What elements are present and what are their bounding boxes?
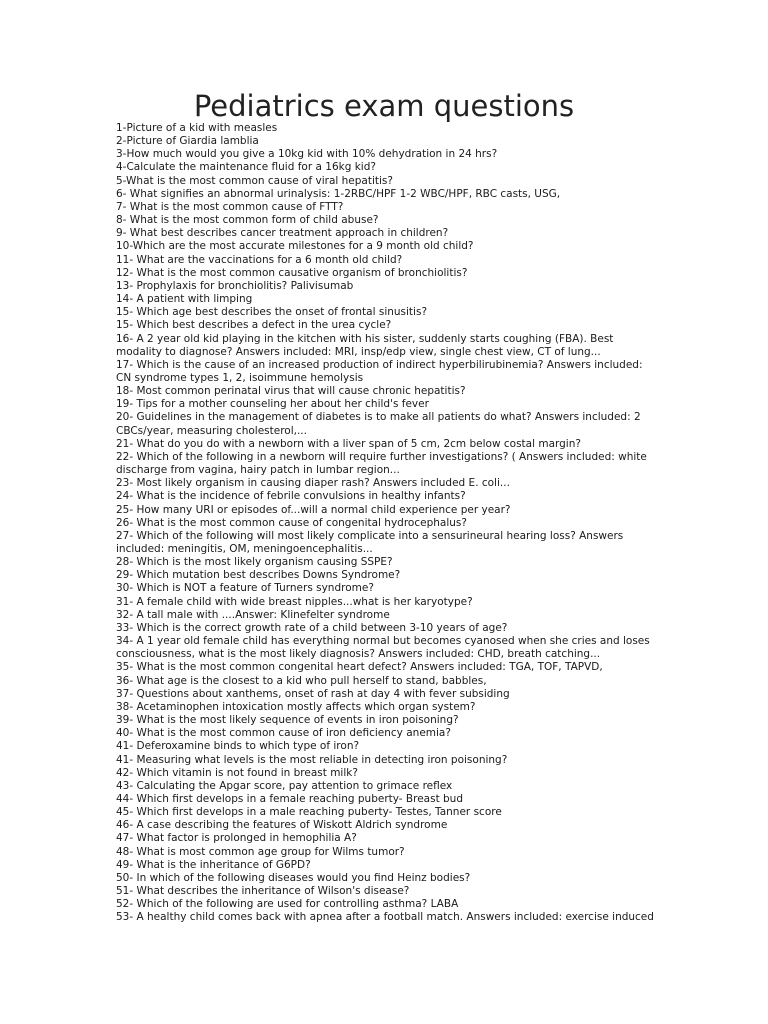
question-item: 33- Which is the correct growth rate of a child between 3-10 years of age? (116, 621, 508, 634)
question-item: 35- What is the most common congenital heart defect? Answers included: TGA, TOF, TAPVD, (116, 661, 603, 674)
page-title: Pediatrics exam questions (193, 89, 575, 123)
question-item: 18- Most common perinatal virus that will cause chronic hepatitis? (116, 385, 466, 398)
question-item: 14- A patient with limping (116, 293, 253, 306)
question-item: 2-Picture of Giardia lamblia (116, 135, 259, 148)
question-item: 43- Calculating the Apgar score, pay attention to grimace reflex (116, 779, 453, 792)
question-item: 53- A healthy child comes back with apnea after a football match. Answers included: exercise induced (116, 911, 654, 924)
question-item: 12- What is the most common causative organism of bronchiolitis? (116, 266, 468, 279)
question-item: 22- Which of the following in a newborn will require further investigations? ( Answers included: white discharge from vagina, hairy patch in lumbar region... (116, 450, 647, 477)
question-item: 27- Which of the following will most likely complicate into a sensurineural hearing loss? Answers included: meningitis, OM, meningoencephalitis... (116, 529, 624, 555)
question-item: 41- Deferoxamine binds to which type of iron? (116, 740, 360, 753)
question-item: 28- Which is the most likely organism causing SSPE? (116, 556, 393, 569)
question-item: 52- Which of the following are used for controlling asthma? LABA (116, 898, 459, 911)
question-item: 31- A female child with wide breast nipples...what is her karyotype? (116, 595, 473, 608)
question-item: 44- Which first develops in a female reaching puberty- Breast bud (116, 792, 464, 805)
question-item: 42- Which vitamin is not found in breast milk? (116, 766, 358, 779)
question-item: 30- Which is NOT a feature of Turners syndrome? (116, 582, 374, 595)
question-item: 8- What is the most common form of child abuse? (116, 214, 379, 227)
question-item: 21- What do you do with a newborn with a liver span of 5 cm, 2cm below costal margin? (116, 437, 581, 450)
question-item: 37- Questions about xanthems, onset of rash at day 4 with fever subsiding (116, 687, 510, 700)
question-item: 38- Acetaminophen intoxication mostly affects which organ system? (116, 700, 476, 713)
question-item: 10-Which are the most accurate milestones for a 9 month old child? (116, 240, 474, 253)
question-item: 34- A 1 year old female child has everything normal but becomes cyanosed when she cries and loses consciousness, what is the most likely diagnosis? Answers included: CHD, breath catching... (116, 635, 650, 661)
question-item: 5-What is the most common cause of viral hepatitis? (116, 174, 393, 187)
question-item: 41- Measuring what levels is the most reliable in detecting iron poisoning? (116, 753, 508, 766)
question-item: 13- Prophylaxis for bronchiolitis? Palivisumab (116, 279, 354, 292)
question-item: 20- Guidelines in the management of diabetes is to make all patients do what? Answers included: 2 CBCs/year, measuring cholesterol,... (116, 411, 641, 437)
question-item: 24- What is the incidence of febrile convulsions in healthy infants? (116, 490, 466, 503)
question-item: 51- What describes the inheritance of Wilson's disease? (116, 885, 410, 898)
question-item: 1-Picture of a kid with measles (116, 122, 278, 134)
question-item: 11- What are the vaccinations for a 6 month old child? (116, 253, 403, 266)
question-item: 32- A tall male with ....Answer: Klinefelter syndrome (116, 608, 390, 621)
question-item: 15- Which age best describes the onset of frontal sinusitis? (116, 306, 428, 319)
question-item: 26- What is the most common cause of congenital hydrocephalus? (116, 516, 467, 529)
question-item: 15- Which best describes a defect in the urea cycle? (116, 319, 392, 332)
question-item: 19- Tips for a mother counseling her about her child's fever (116, 398, 429, 411)
question-item: 29- Which mutation best describes Downs Syndrome? (116, 569, 401, 582)
question-item: 50- In which of the following diseases would you find Heinz bodies? (116, 871, 471, 884)
question-item: 4-Calculate the maintenance fluid for a 16kg kid? (116, 161, 376, 174)
question-item: 39- What is the most likely sequence of events in iron poisoning? (116, 714, 459, 727)
question-item: 23- Most likely organism in causing diaper rash? Answers included E. coli... (116, 477, 510, 490)
question-item: 48- What is most common age group for Wilms tumor? (116, 845, 405, 858)
question-item: 46- A case describing the features of Wiskott Aldrich syndrome (116, 819, 448, 832)
question-item: 16- A 2 year old kid playing in the kitchen with his sister, suddenly starts coughing (FBA). Best modality to diagnose? Answers included: MRI, insp/edp view, single chest view, CT of lung... (116, 332, 614, 358)
question-item: 40- What is the most common cause of iron deficiency anemia? (116, 727, 451, 740)
question-item: 6- What signifies an abnormal urinalysis: 1-2RBC/HPF 1-2 WBC/HPF, RBC casts, USG, (116, 187, 561, 200)
question-item: 49- What is the inheritance of G6PD? (116, 858, 311, 871)
question-list (116, 122, 656, 925)
question-item: 17- Which is the cause of an increased production of indirect hyperbilirubinemia? Answers included: CN syndrome types 1, 2, isoimmune hemolysis (116, 358, 643, 384)
question-item: 3-How much would you give a 10kg kid with 10% dehydration in 24 hrs? (116, 148, 498, 161)
question-item: 47- What factor is prolonged in hemophilia A? (116, 832, 357, 845)
question-item: 25- How many URI or episodes of...will a normal child experience per year? (116, 503, 511, 516)
question-item: 7- What is the most common cause of FTT? (116, 200, 344, 213)
question-item: 36- What age is the closest to a kid who pull herself to stand, babbles, (116, 674, 487, 687)
question-item: 45- Which first develops in a male reaching puberty- Testes, Tanner score (116, 806, 502, 819)
question-item: 9- What best describes cancer treatment approach in children? (116, 227, 449, 240)
